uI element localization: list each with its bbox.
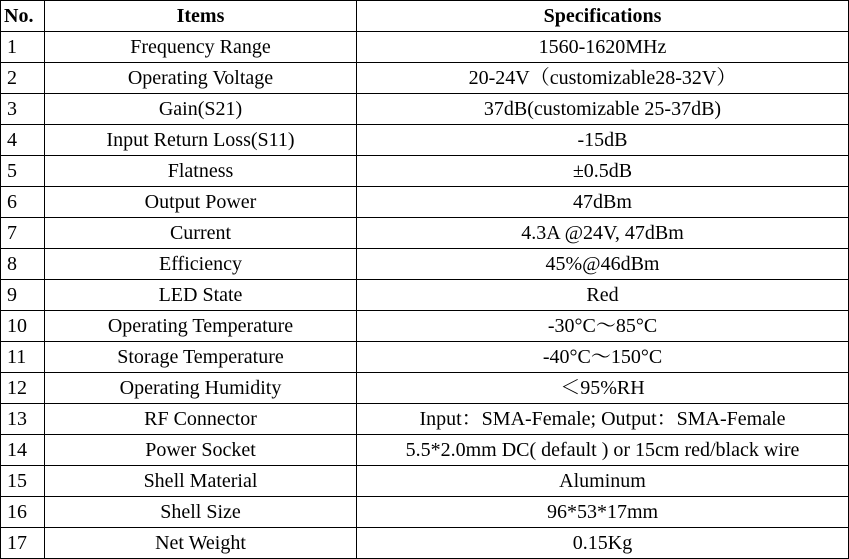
item-name-cell: Output Power	[45, 187, 357, 218]
item-name-cell: Storage Temperature	[45, 342, 357, 373]
table-row	[1, 280, 849, 311]
table-row	[1, 94, 849, 125]
row-number-cell: 9	[1, 280, 45, 311]
table-row	[1, 373, 849, 404]
specification-value-cell: 47dBm	[357, 187, 849, 218]
item-name-cell: Gain(S21)	[45, 94, 357, 125]
table-row	[1, 497, 849, 528]
row-number-cell: 7	[1, 218, 45, 249]
specification-value-cell: 37dB(customizable 25-37dB)	[357, 94, 849, 125]
specification-value-cell: -40°C～150°C	[357, 342, 849, 373]
specification-value-cell: 45%@46dBm	[357, 249, 849, 280]
table-row	[1, 311, 849, 342]
specification-value-cell: -15dB	[357, 125, 849, 156]
specification-value-cell: 0.15Kg	[357, 528, 849, 559]
item-name-cell: Net Weight	[45, 528, 357, 559]
item-name-cell: Current	[45, 218, 357, 249]
specification-value-cell: Red	[357, 280, 849, 311]
row-number-cell: 16	[1, 497, 45, 528]
column-header-items: Items	[45, 1, 357, 32]
row-number-cell: 11	[1, 342, 45, 373]
row-number-cell: 8	[1, 249, 45, 280]
column-header-no: No.	[1, 1, 45, 32]
row-number-cell: 14	[1, 435, 45, 466]
column-header-specifications: Specifications	[357, 1, 849, 32]
item-name-cell: Input Return Loss(S11)	[45, 125, 357, 156]
item-name-cell: Efficiency	[45, 249, 357, 280]
row-number-cell: 6	[1, 187, 45, 218]
row-number-cell: 1	[1, 32, 45, 63]
table-row	[1, 63, 849, 94]
specification-value-cell: -30°C～85°C	[357, 311, 849, 342]
specification-value-cell: ＜95%RH	[357, 373, 849, 404]
row-number-cell: 5	[1, 156, 45, 187]
specification-value-cell: 4.3A @24V, 47dBm	[357, 218, 849, 249]
item-name-cell: Shell Material	[45, 466, 357, 497]
specification-value-cell: ±0.5dB	[357, 156, 849, 187]
item-name-cell: Shell Size	[45, 497, 357, 528]
table-row	[1, 32, 849, 63]
row-number-cell: 13	[1, 404, 45, 435]
row-number-cell: 10	[1, 311, 45, 342]
table-row	[1, 218, 849, 249]
row-number-cell: 2	[1, 63, 45, 94]
row-number-cell: 3	[1, 94, 45, 125]
table-row	[1, 466, 849, 497]
table-row	[1, 125, 849, 156]
row-number-cell: 4	[1, 125, 45, 156]
item-name-cell: Operating Temperature	[45, 311, 357, 342]
table-row	[1, 528, 849, 559]
row-number-cell: 12	[1, 373, 45, 404]
item-name-cell: Power Socket	[45, 435, 357, 466]
specification-value-cell: Aluminum	[357, 466, 849, 497]
table-row	[1, 404, 849, 435]
item-name-cell: Operating Humidity	[45, 373, 357, 404]
table-body	[1, 32, 849, 559]
table-row	[1, 342, 849, 373]
specification-value-cell: 5.5*2.0mm DC( default ) or 15cm red/black wire	[357, 435, 849, 466]
table-header-row	[1, 1, 849, 32]
row-number-cell: 17	[1, 528, 45, 559]
item-name-cell: Frequency Range	[45, 32, 357, 63]
item-name-cell: RF Connector	[45, 404, 357, 435]
table-row	[1, 249, 849, 280]
table-row	[1, 435, 849, 466]
specification-value-cell: 1560-1620MHz	[357, 32, 849, 63]
item-name-cell: Operating Voltage	[45, 63, 357, 94]
specification-value-cell: 20-24V（customizable28-32V）	[357, 63, 849, 94]
item-name-cell: LED State	[45, 280, 357, 311]
specification-value-cell: Input：SMA-Female; Output：SMA-Female	[357, 404, 849, 435]
specification-value-cell: 96*53*17mm	[357, 497, 849, 528]
item-name-cell: Flatness	[45, 156, 357, 187]
table-row	[1, 187, 849, 218]
row-number-cell: 15	[1, 466, 45, 497]
table-row	[1, 156, 849, 187]
